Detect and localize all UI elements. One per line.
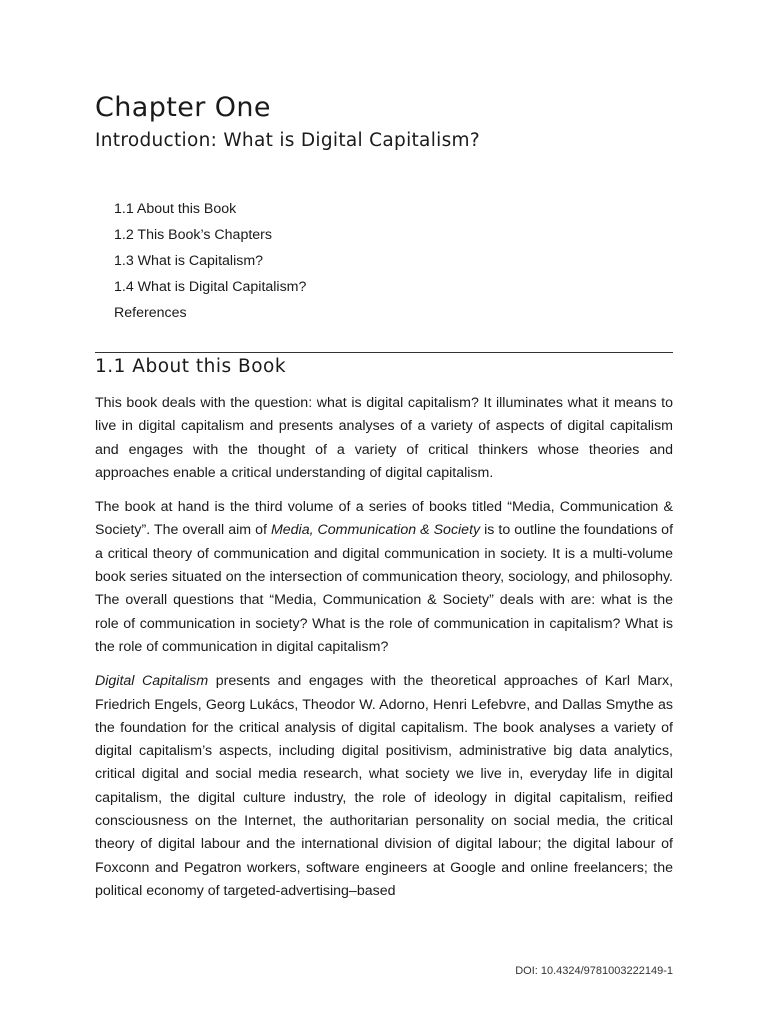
- series-title-italic: Media, Communication & Society: [270, 522, 481, 539]
- paragraph-2-text-start: The book at hand is the third volume of a series of books titled “Media, Communication & Society”. The overall aim of: [95, 499, 673, 539]
- paragraph-2: [95, 496, 673, 659]
- toc-item-what-is-capitalism: 1.3 What is Capitalism?: [114, 253, 264, 269]
- book-page: [95, 0, 673, 1024]
- paragraph-2-text-end: is to outline the foundations of a critical theory of communication and digital communication in society. It is a multi-volume book series situated on the intersection of communication theory, sociology, and philosophy. The overall questions that “Media, Communication & Society” deals with are: what is the role of communication in society? What is the role of communication in capitalism? What is the role of communication in digital capitalism?: [95, 522, 674, 655]
- toc-item-about-this-book: 1.1 About this Book: [114, 201, 237, 217]
- paragraph-3-text: presents and engages with the theoretical approaches of Karl Marx, Friedrich Engels, Georg Lukács, Theodor W. Adorno, Henri Lefebvre, and Dallas Smythe as the foundation for the critical analysis of digital capitalism. The book analyses a variety of digital capitalism’s aspects, including digital positivism, administrative big data analytics, critical digital and social media research, what society we live in, everyday life in digital capitalism, the digital culture industry, the role of ideology in digital capitalism, reified consciousness on the Internet, the authoritarian personality on social media, the critical theory of digital labour and the international division of digital labour; the digital labour of Foxconn and Pegatron workers, software engineers at Google and online freelancers; the political economy of targeted-advertising–based: [95, 673, 674, 899]
- book-title-italic: Digital Capitalism: [95, 673, 209, 690]
- toc-item-this-books-chapters: 1.2 This Book’s Chapters: [114, 227, 272, 243]
- section-heading: 1.1 About this Book: [95, 356, 287, 377]
- paragraph-3: [95, 670, 673, 903]
- chapter-contents-list: [114, 196, 306, 326]
- body-text: [95, 392, 673, 914]
- toc-item-references: References: [114, 305, 187, 321]
- paragraph-1: This book deals with the question: what is digital capitalism? It illuminates what it means to live in digital capitalism and presents analyses of a variety of aspects of digital capitalism and engages with the thought of a variety of critical thinkers whose theories and approaches enable a critical understanding of digital capitalism.: [95, 395, 673, 481]
- section-divider: [95, 352, 673, 353]
- doi-footer: DOI: 10.4324/9781003222149-1: [515, 965, 673, 977]
- toc-item-what-is-digital-capitalism: 1.4 What is Digital Capitalism?: [114, 279, 307, 295]
- chapter-title: Chapter One: [95, 92, 271, 123]
- chapter-subtitle: Introduction: What is Digital Capitalism?: [95, 130, 480, 151]
